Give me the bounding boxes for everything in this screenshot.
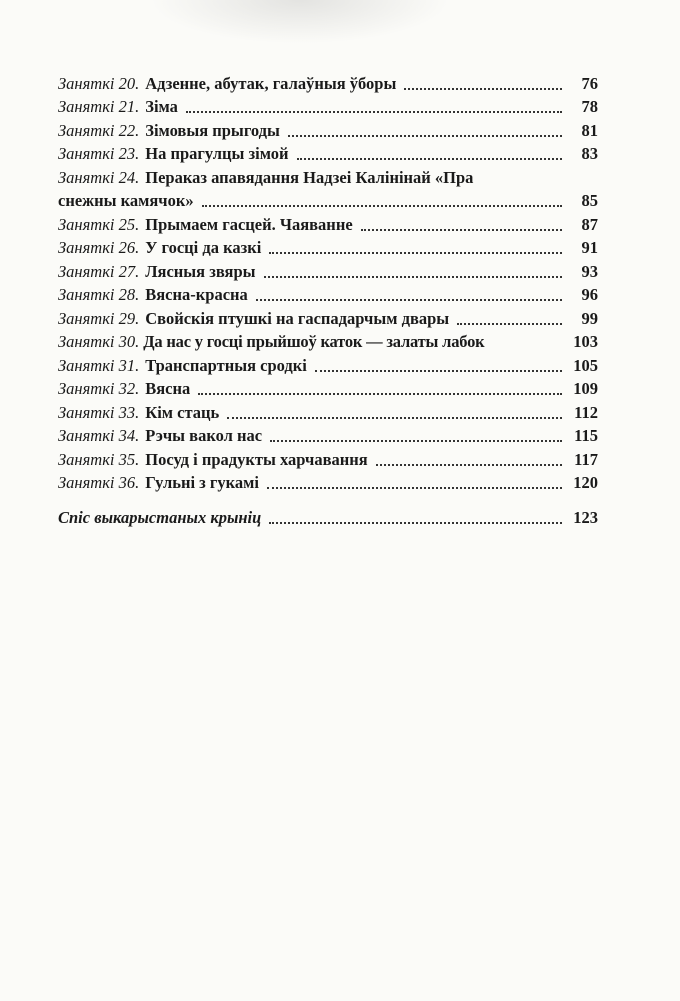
toc-entry-title: Рэчы вакол нас: [145, 426, 263, 445]
toc-entry-page: 105: [573, 355, 598, 375]
toc-entry-26[interactable]: [58, 236, 598, 260]
toc-entry-title: На прагулцы зімой: [145, 144, 289, 163]
toc-entry-page: 103: [573, 332, 598, 351]
toc-entry-page: 99: [581, 308, 598, 328]
toc-entry-page: 81: [581, 120, 598, 140]
toc-entry-title: Зімовыя прыгоды: [145, 120, 280, 140]
toc-entry-label: Заняткі 35.: [58, 449, 140, 469]
leader-dots: [376, 464, 562, 466]
toc-entry-label: Заняткі 23.: [58, 144, 140, 163]
toc-entry-title: Кім стаць: [145, 402, 220, 422]
toc-entry-label: Заняткі 33.: [58, 402, 140, 422]
toc-spacer: [58, 494, 598, 505]
toc-entry-label: Заняткі 32.: [58, 379, 140, 398]
toc-entry-label: Заняткі 30.: [58, 332, 140, 351]
leader-dots: [269, 252, 562, 254]
toc-entry-title: У госці да казкі: [145, 238, 262, 257]
toc-entry-page: 115: [574, 426, 598, 445]
toc-entry-label: Заняткі 28.: [58, 285, 140, 304]
leader-dots: [186, 111, 562, 113]
toc-entry-label: Заняткі 31.: [58, 355, 140, 375]
toc-entry-sources[interactable]: [58, 505, 598, 529]
toc-entry-page: 109: [573, 379, 598, 398]
leader-dots: [404, 88, 562, 90]
toc-entry-title: Пераказ апавядання Надзеі Калінінай «Пра: [145, 167, 474, 187]
toc-entry-20[interactable]: [58, 71, 598, 95]
leader-dots: [270, 440, 562, 442]
toc-entry-page: 78: [581, 97, 598, 116]
toc-entry-24[interactable]: [58, 165, 598, 189]
toc-entry-34[interactable]: [58, 424, 598, 448]
leader-dots: [256, 299, 562, 301]
toc-entry-27[interactable]: [58, 259, 598, 283]
toc-entry-title: Транспартныя сродкі: [145, 355, 307, 375]
toc-entry-25[interactable]: [58, 212, 598, 236]
toc-entry-title: Лясныя звяры: [145, 261, 256, 281]
toc-entry-page: 76: [581, 73, 598, 93]
leader-dots: [297, 158, 563, 160]
table-of-contents: [58, 71, 598, 529]
toc-entry-21[interactable]: [58, 95, 598, 119]
bleed-through-imprint: [60, 555, 650, 650]
toc-entry-label: Заняткі 22.: [58, 120, 140, 140]
toc-entry-title-continued: снежны камячок»: [58, 191, 194, 210]
leader-dots: [227, 417, 562, 419]
toc-entry-33[interactable]: [58, 400, 598, 424]
toc-entry-31[interactable]: [58, 353, 598, 377]
toc-entry-35[interactable]: [58, 447, 598, 471]
toc-entry-page: 91: [581, 238, 598, 257]
toc-entry-28[interactable]: [58, 283, 598, 307]
toc-sources-label: Спіс выкарыстаных крыніц: [58, 507, 262, 527]
toc-entry-label: Заняткі 21.: [58, 97, 140, 116]
leader-dots: [264, 276, 562, 278]
toc-entry-title: Свойскія птушкі на гаспадарчым двары: [145, 308, 450, 328]
leader-dots: [267, 487, 562, 489]
toc-entry-32[interactable]: [58, 377, 598, 401]
page-smudge: [150, 0, 450, 44]
leader-dots: [361, 229, 562, 231]
leader-dots: [269, 522, 562, 524]
toc-entry-label: Заняткі 26.: [58, 238, 140, 257]
toc-entry-page: 117: [574, 449, 598, 469]
toc-entry-page: 123: [573, 507, 598, 527]
toc-entry-label: Заняткі 25.: [58, 214, 140, 234]
toc-entry-page: 85: [581, 191, 598, 210]
toc-entry-label: Заняткі 27.: [58, 261, 140, 281]
toc-entry-title: Посуд і прадукты харчавання: [145, 449, 368, 469]
toc-entry-30[interactable]: [58, 330, 598, 354]
toc-entry-title: Гульні з гукамі: [145, 473, 259, 492]
toc-entry-page: 83: [581, 144, 598, 163]
toc-entry-label: Заняткі 34.: [58, 426, 140, 445]
toc-entry-page: 87: [581, 214, 598, 234]
toc-entry-22[interactable]: [58, 118, 598, 142]
toc-entry-page: 96: [581, 285, 598, 304]
leader-dots: [202, 205, 562, 207]
toc-entry-23[interactable]: [58, 142, 598, 166]
toc-entry-36[interactable]: [58, 471, 598, 495]
toc-entry-page: 112: [574, 402, 598, 422]
toc-entry-label: Заняткі 36.: [58, 473, 140, 492]
toc-entry-title: Вясна: [145, 379, 191, 398]
toc-entry-title: Да нас у госці прыйшоў каток — залаты лабок: [143, 332, 485, 351]
toc-entry-label: Заняткі 20.: [58, 73, 140, 93]
toc-entry-24-continued[interactable]: [58, 189, 598, 213]
toc-entry-page: 93: [581, 261, 598, 281]
toc-entry-label: Заняткі 24.: [58, 167, 140, 187]
leader-dots: [288, 135, 562, 137]
toc-entry-29[interactable]: [58, 306, 598, 330]
toc-entry-title: Прымаем гасцей. Чаяванне: [145, 214, 353, 234]
toc-entry-label: Заняткі 29.: [58, 308, 140, 328]
toc-entry-title: Адзенне, абутак, галаўныя ўборы: [145, 73, 397, 93]
toc-entry-page: 120: [573, 473, 598, 492]
toc-entry-title: Зіма: [145, 97, 178, 116]
leader-dots: [315, 370, 562, 372]
leader-dots: [457, 323, 562, 325]
leader-dots: [198, 393, 562, 395]
toc-entry-title: Вясна-красна: [145, 285, 248, 304]
